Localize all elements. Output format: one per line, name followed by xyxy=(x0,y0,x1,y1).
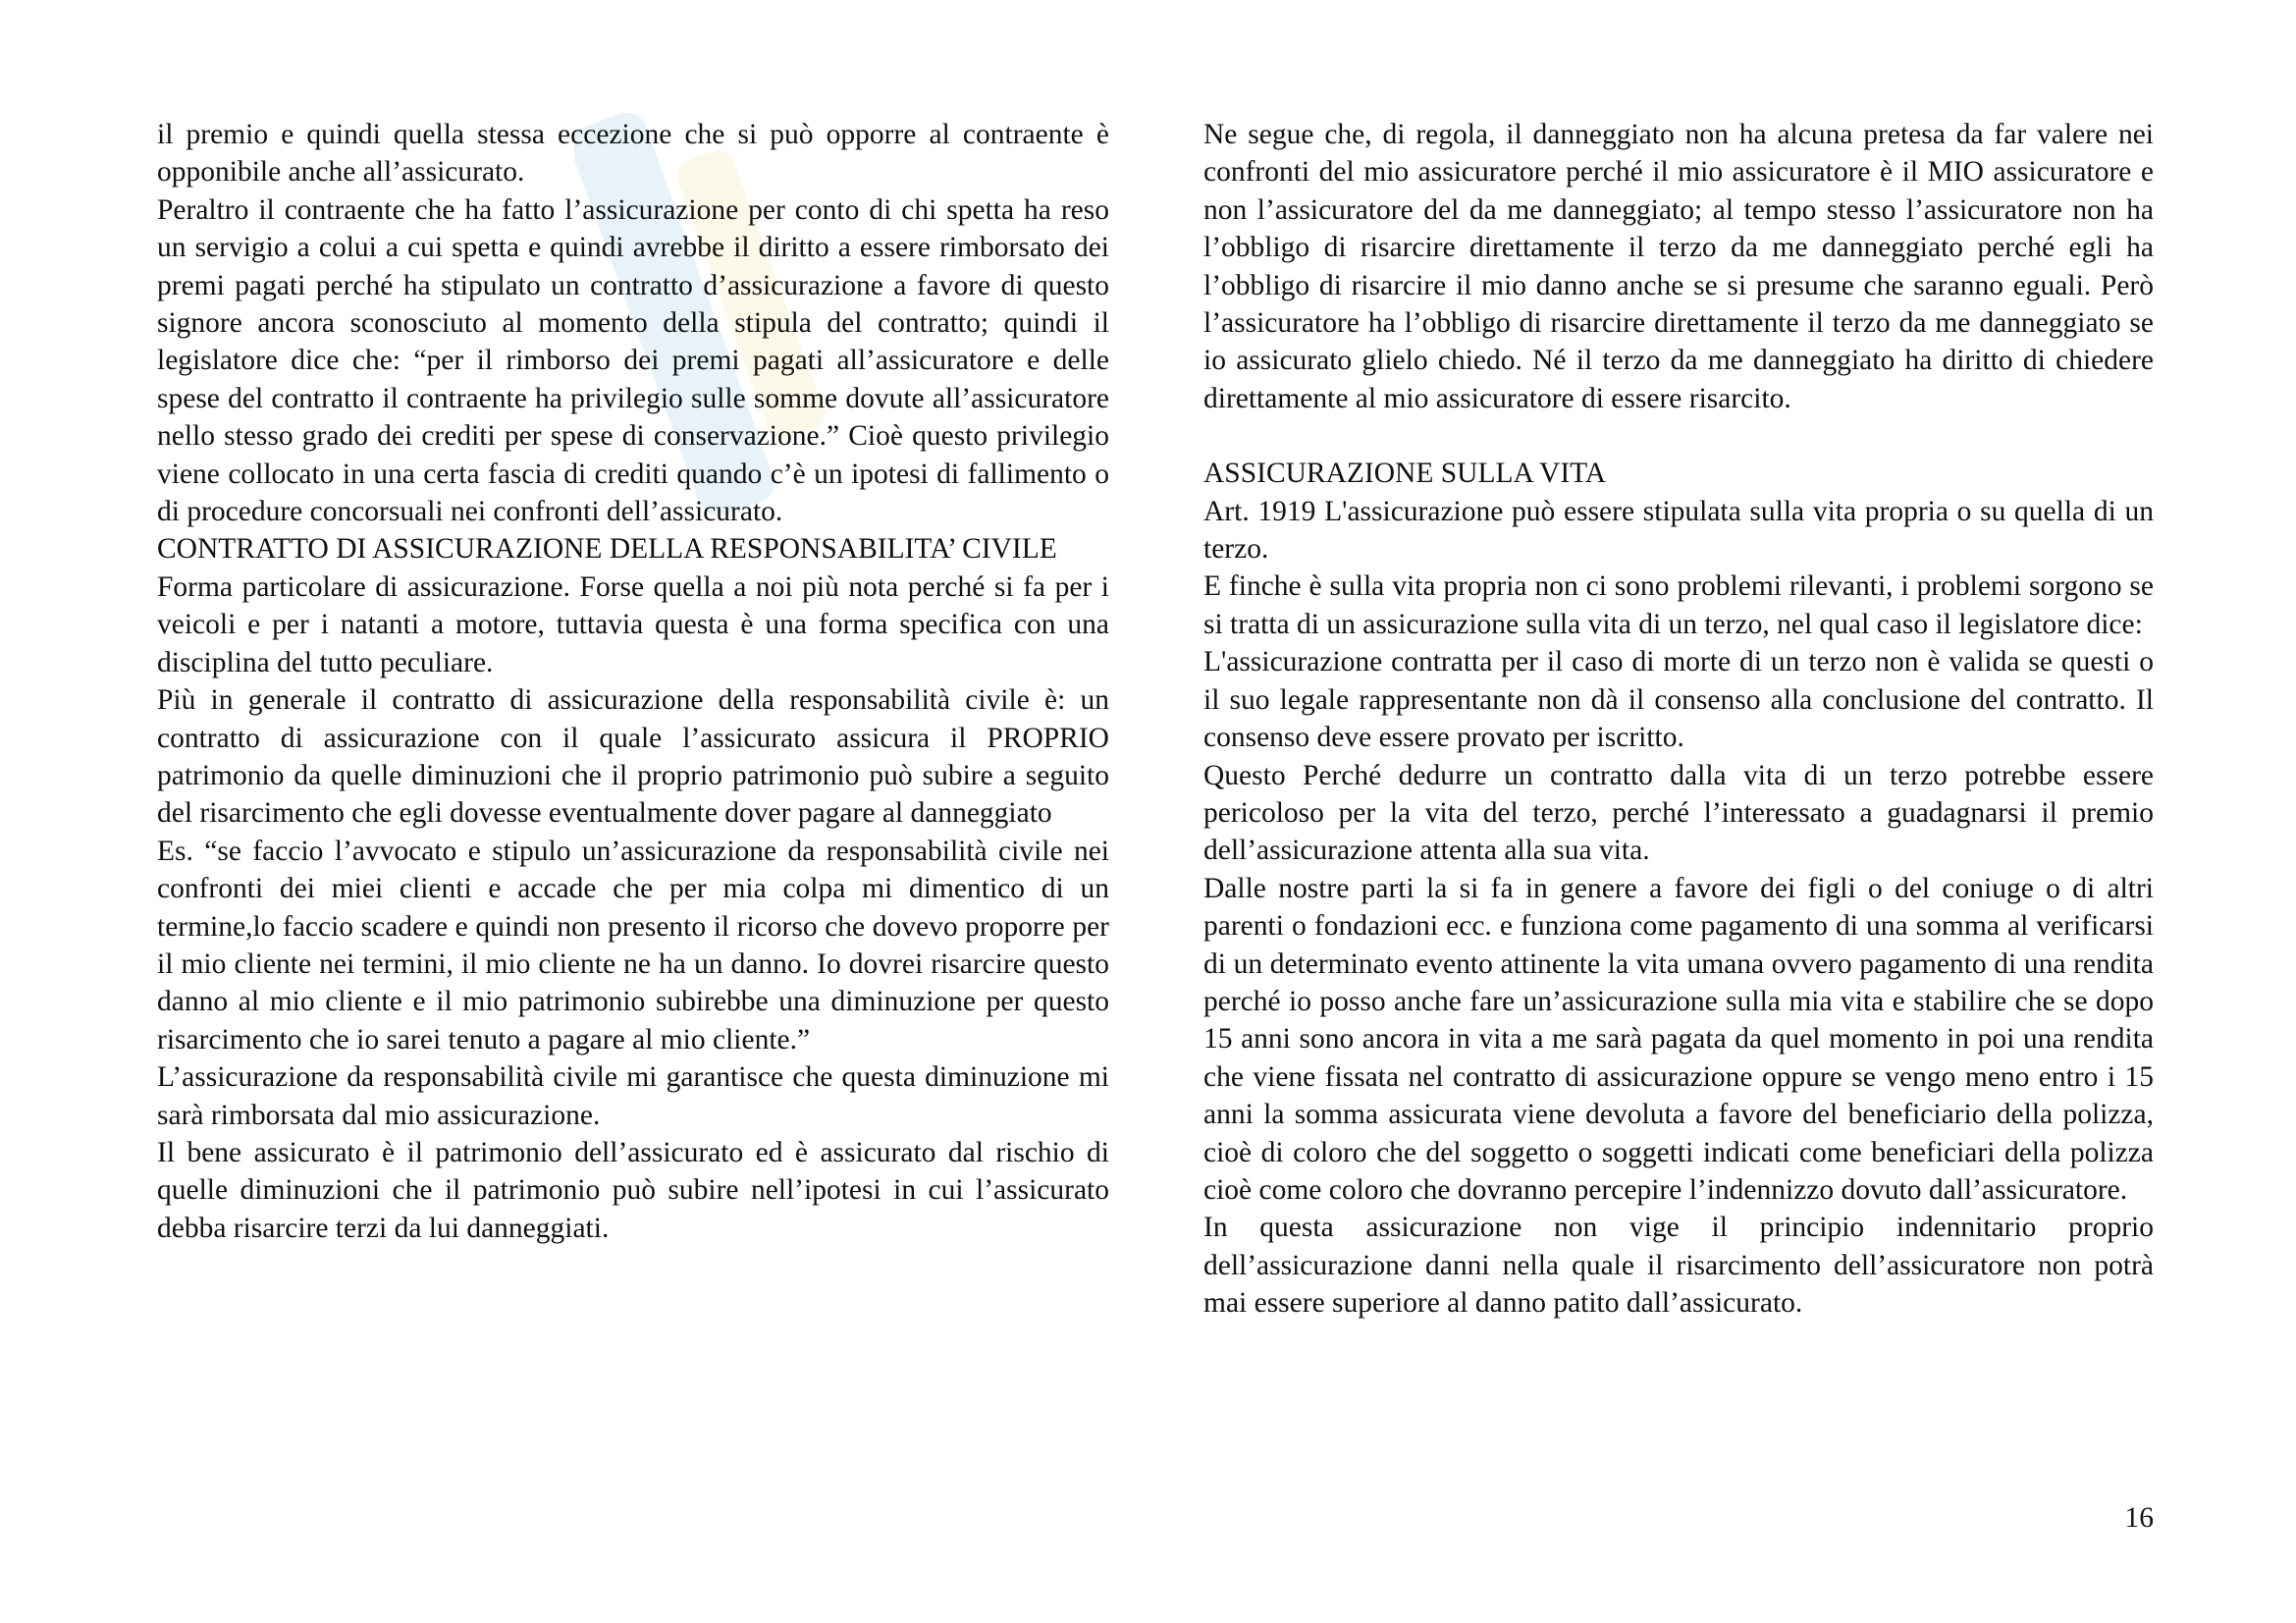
left-paragraph-7: Il bene assicurato è il patrimonio dell’assicurato ed è assicurato dal rischio di quelle diminuzioni che il patrimonio può subire nell’ipotesi in cui l’assicurato debba risarcire terzi da lui danneggiati. xyxy=(157,1136,1109,1244)
right-paragraph-6: Dalle nostre parti la si fa in genere a favore dei figli o del coniuge o di altri parenti o fondazioni ecc. e funziona come pagamento di una somma al verificarsi di un determinato evento attinente la vita umana ovvero pagamento di una rendita perché io posso anche fare un’assicurazione sulla mia vita e stabilire che se dopo 15 anni sono ancora in vita a me sarà pagata da quel momento in poi una rendita che viene fissata nel contratto di assicurazione oppure se vengo meno entro i 15 anni la somma assicurata viene devoluta a favore del beneficiario della polizza, cioè di coloro che del soggetto o soggetti indicati come beneficiari della polizza cioè come coloro che dovranno percepire l’indennizzo dovuto dall’assicuratore. xyxy=(1203,872,2154,1206)
left-column xyxy=(157,116,1109,1247)
left-paragraph-6: L’assicurazione da responsabilità civile mi garantisce che questa diminuzione mi sarà rimborsata dal mio assicurazione. xyxy=(157,1061,1109,1131)
left-paragraph-4: Più in generale il contratto di assicurazione della responsabilità civile è: un contratto di assicurazione con il quale l’assicurato assicura il PROPRIO patrimonio da quelle diminuzioni che il proprio patrimonio può subire a seguito del risarcimento che egli dovesse eventualmente dover pagare al danneggiato xyxy=(157,684,1109,830)
right-paragraph-4: L'assicurazione contratta per il caso di morte di un terzo non è valida se questi o il suo legale rappresentante non dà il consenso alla conclusione del contratto. Il consenso deve essere provato per iscritto. xyxy=(1203,646,2154,754)
right-paragraph-7: In questa assicurazione non vige il principio indennitario proprio dell’assicurazione danni nella quale il risarcimento dell’assicuratore non potrà mai essere superiore al danno patito dall’assicurato. xyxy=(1203,1212,2154,1320)
left-paragraph-3: Forma particolare di assicurazione. Forse quella a noi più nota perché si fa per i veicoli e per i natanti a motore, tuttavia questa è una forma specifica con una disciplina del tutto peculiare. xyxy=(157,570,1109,678)
page-number: 16 xyxy=(2124,1502,2154,1534)
right-paragraph-3: E finche è sulla vita propria non ci sono problemi rilevanti, i problemi sorgono se si tratta di un assicurazione sulla vita di un terzo, nel qual caso il legislatore dice: xyxy=(1203,570,2154,640)
right-column xyxy=(1203,116,2154,1323)
left-paragraph-1: il premio e quindi quella stessa eccezione che si può opporre al contraente è opponibile anche all’assicurato. xyxy=(157,119,1109,189)
section-heading-responsabilita-civile: CONTRATTO DI ASSICURAZIONE DELLA RESPONSABILITA’ CIVILE xyxy=(157,533,1057,566)
right-paragraph-2: Art. 1919 L'assicurazione può essere stipulata sulla vita propria o su quella di un terzo. xyxy=(1203,495,2154,566)
left-paragraph-5: Es. “se faccio l’avvocato e stipulo un’assicurazione da responsabilità civile nei confronti dei miei clienti e accade che per mia colpa mi dimentico di un termine,lo faccio scadere e quindi non presento il ricorso che dovevo proporre per il mio cliente nei termini, il mio cliente ne ha un danno. Io dovrei risarcire questo danno al mio cliente e il mio patrimonio subirebbe una diminuzione per questo risarcimento che io sarei tenuto a pagare al mio cliente.” xyxy=(157,835,1109,1055)
paragraph-spacer xyxy=(1203,417,2154,455)
section-heading-assicurazione-vita: ASSICURAZIONE SULLA VITA xyxy=(1203,458,1607,490)
left-paragraph-2: Peraltro il contraente che ha fatto l’assicurazione per conto di chi spetta ha reso un servigio a colui a cui spetta e quindi avrebbe il diritto a essere rimborsato dei premi pagati perché ha stipulato un contratto d’assicurazione a favore di questo signore ancora sconosciuto al momento della stipula del contratto; quindi il legislatore dice che: “per il rimborso dei premi pagati all’assicuratore e delle spese del contratto il contraente ha privilegio sulle somme dovute all’assicuratore nello stesso grado dei crediti per spese di conservazione.” Cioè questo privilegio viene collocato in una certa fascia di crediti quando c’è un ipotesi di fallimento o di procedure concorsuali nei confronti dell’assicurato. xyxy=(157,193,1109,528)
right-paragraph-1: Ne segue che, di regola, il danneggiato non ha alcuna pretesa da far valere nei confronti del mio assicuratore perché il mio assicuratore è il MIO assicuratore e non l’assicuratore del da me danneggiato; al tempo stesso l’assicuratore non ha l’obbligo di risarcire direttamente il terzo da me danneggiato perché egli ha l’obbligo di risarcire il mio danno anche se si presume che saranno eguali. Però l’assicuratore ha l’obbligo di risarcire direttamente il terzo da me danneggiato se io assicurato glielo chiedo. Né il terzo da me danneggiato ha diritto di chiedere direttamente al mio assicuratore di essere risarcito. xyxy=(1203,119,2154,414)
right-paragraph-5: Questo Perché dedurre un contratto dalla vita di un terzo potrebbe essere pericoloso per la vita del terzo, perché l’interessato a guadagnarsi il premio dell’assicurazione attenta alla sua vita. xyxy=(1203,759,2154,867)
